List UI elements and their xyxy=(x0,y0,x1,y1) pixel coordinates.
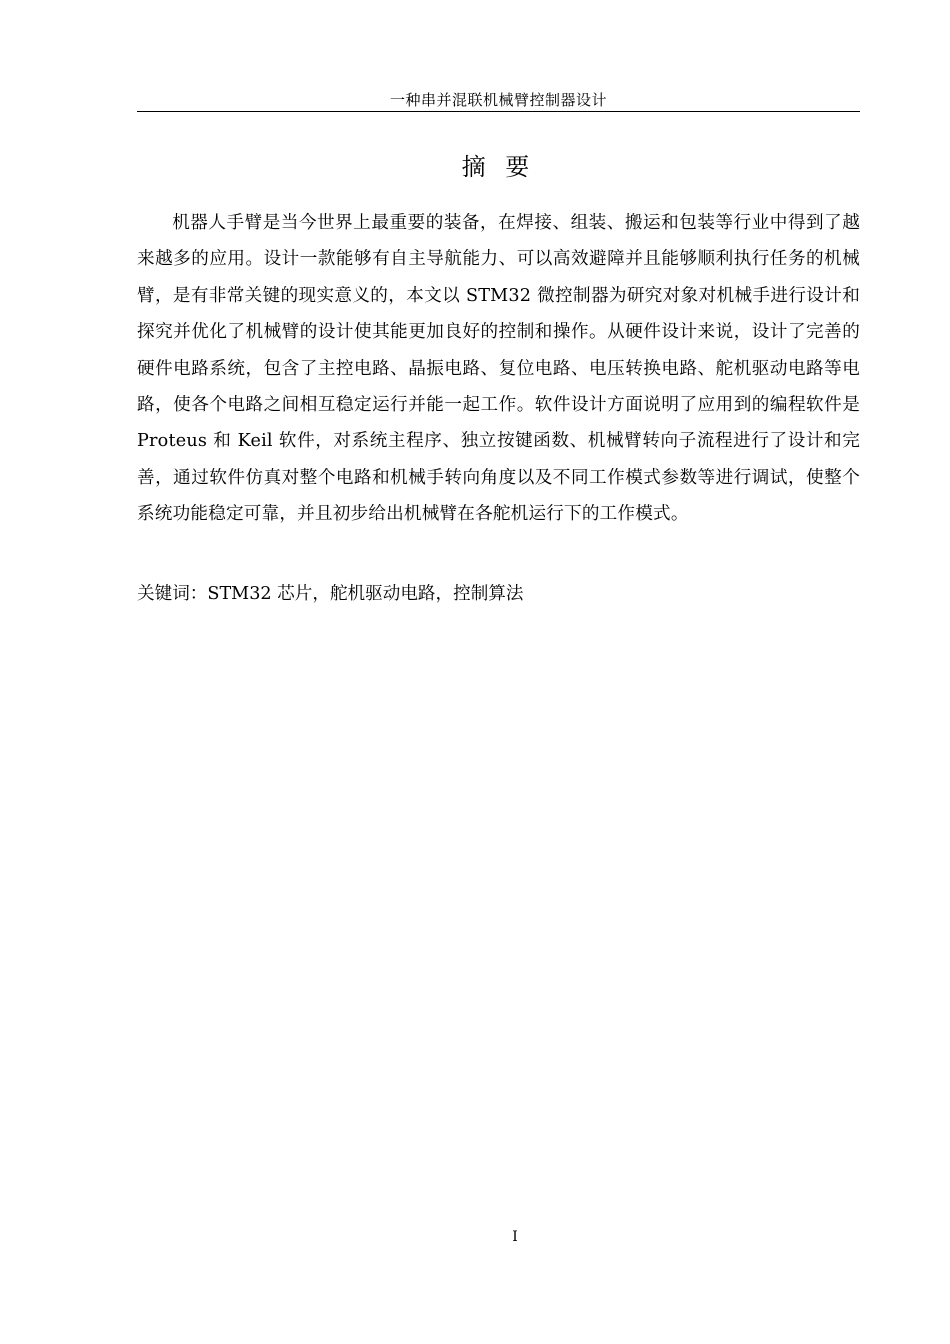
keywords-label: 关键词： xyxy=(137,584,208,604)
abstract-title: 摘 要 xyxy=(461,153,536,181)
keywords-line xyxy=(137,578,860,610)
header-rule xyxy=(137,111,860,112)
page-number: I xyxy=(512,1229,518,1245)
abstract-body: 机器人手臂是当今世界上最重要的装备，在焊接、组装、搬运和包装等行业中得到了越来越多的应用。设计一款能够有自主导航能力、可以高效避障并且能够顺利执行任务的机械臂，是有非常关键的现实意义的，本文以 STM32 微控制器为研究对象对机械手进行设计和探究并优化了机械臂的设计使其能更加良好的控制和操作。从硬件设计来说，设计了完善的硬件电路系统，包含了主控电路、晶振电路、复位电路、电压转换电路、舵机驱动电路等电路，使各个电路之间相互稳定运行并能一起工作。软件设计方面说明了应用到的编程软件是 Proteus 和 Keil 软件，对系统主程序、独立按键函数、机械臂转向子流程进行了设计和完善，通过软件仿真对整个电路和机械手转向角度以及不同工作模式参数等进行调试，使整个系统功能稳定可靠，并且初步给出机械臂在各舵机运行下的工作模式。 xyxy=(137,213,860,525)
running-header: 一种串并混联机械臂控制器设计 xyxy=(389,91,607,109)
keywords-value: STM32 芯片，舵机驱动电路，控制算法 xyxy=(207,584,524,604)
